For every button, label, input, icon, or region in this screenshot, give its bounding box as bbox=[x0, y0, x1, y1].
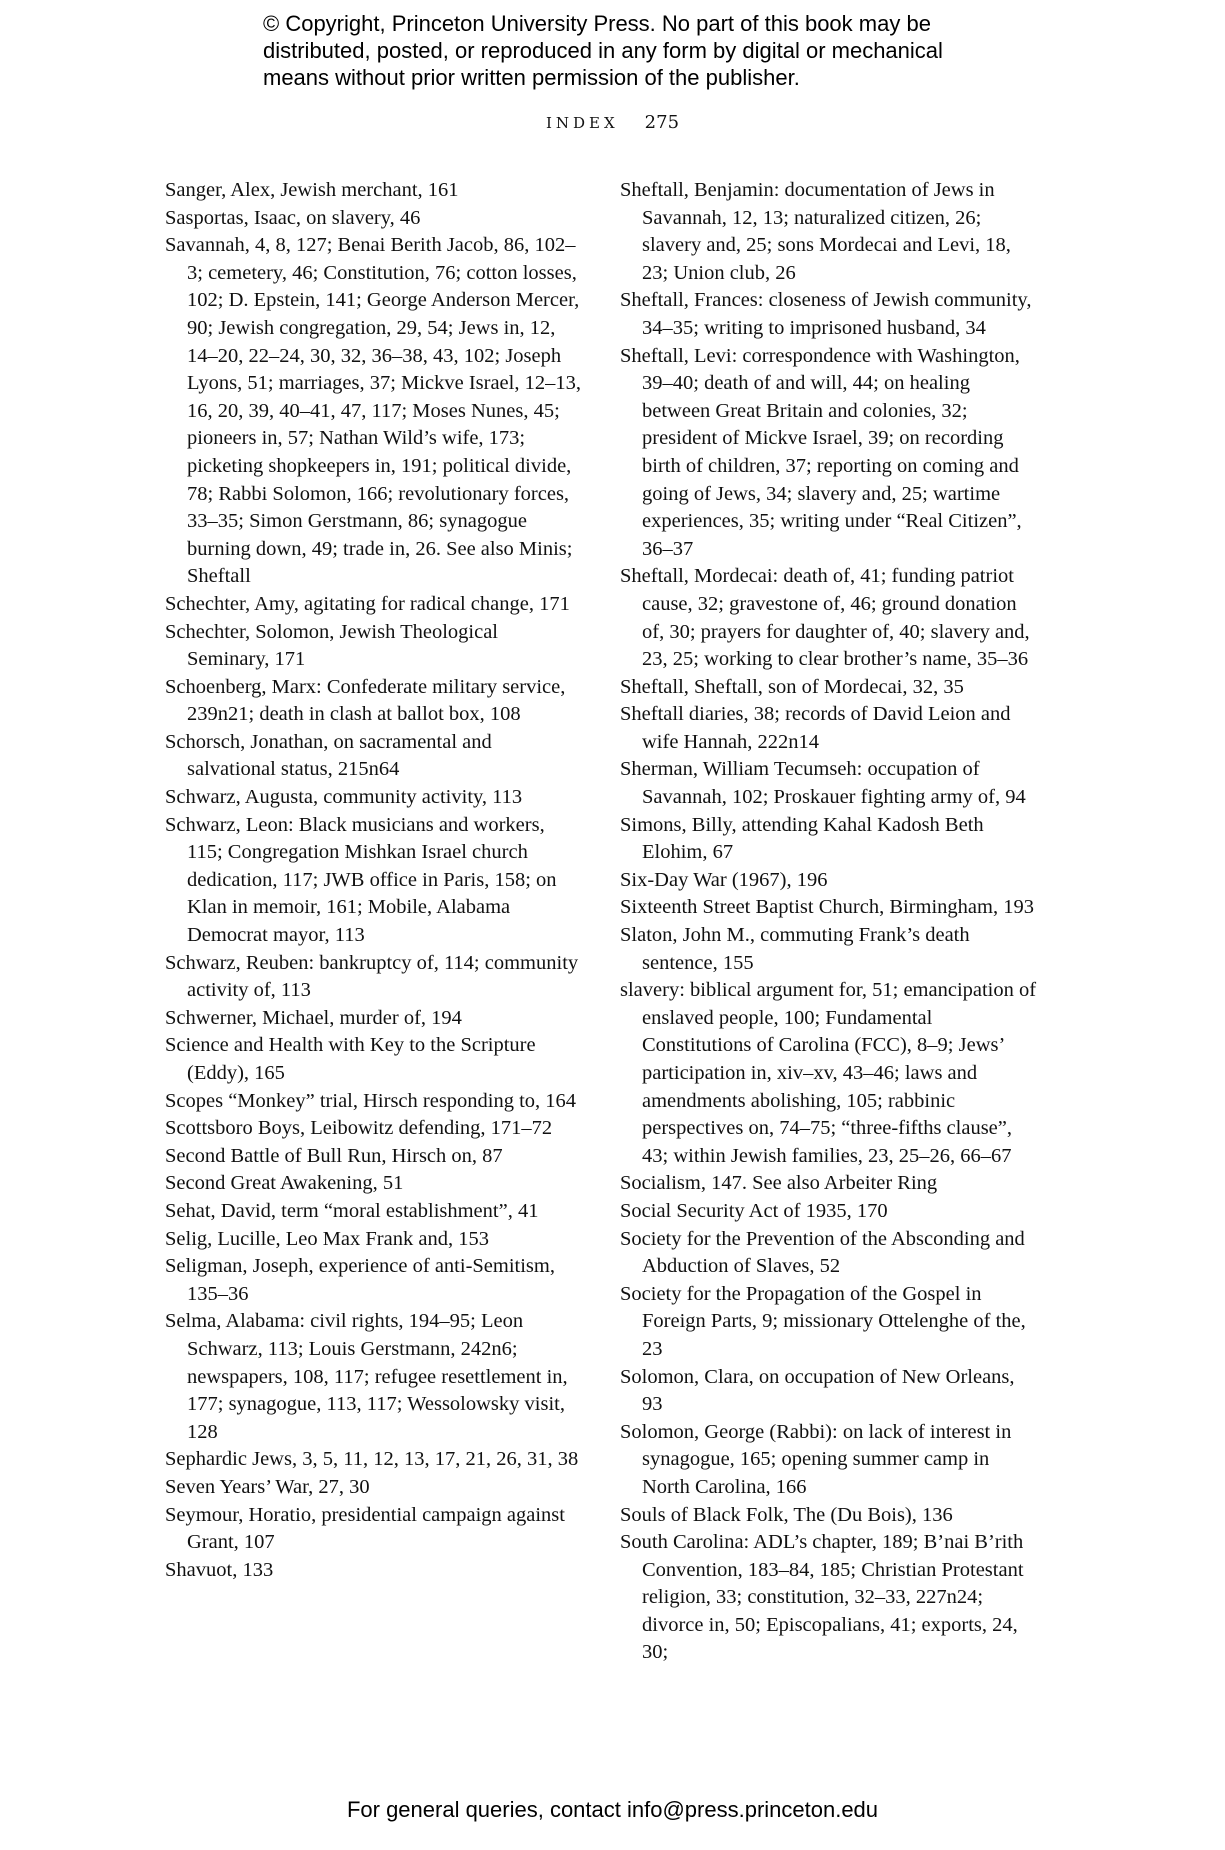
index-entry: Schwerner, Michael, murder of, 194 bbox=[165, 1006, 462, 1029]
index-entry: Schechter, Amy, agitating for radical change, 171 bbox=[165, 592, 570, 615]
index-entry: Sheftall, Mordecai: death of, 41; funding patriot cause, 32; gravestone of, 46; ground donation of, 30; prayers for daughter of, 40; slavery and, 23, 25; working to clear brother’s name, 35–36 bbox=[620, 565, 1030, 671]
running-head bbox=[0, 112, 1225, 133]
index-entry: Sephardic Jews, 3, 5, 11, 12, 13, 17, 21, 26, 31, 38 bbox=[165, 1448, 579, 1471]
index-entry: Sheftall, Sheftall, son of Mordecai, 32, 35 bbox=[620, 675, 964, 698]
index-entry: Sheftall, Levi: correspondence with Washington, 39–40; death of and will, 44; on healing between Great Britain and colonies, 32; president of Mickve Israel, 39; on recording birth of children, 37; reporting on coming and going of Jews, 34; slavery and, 25; wartime experiences, 35; writing under “Real Citizen”, 36–37 bbox=[620, 344, 1022, 560]
index-entry: Scopes “Monkey” trial, Hirsch responding to, 164 bbox=[165, 1089, 577, 1112]
index-entry: Socialism, 147. See also Arbeiter Ring bbox=[620, 1172, 938, 1195]
footer-contact: For general queries, contact info@press.princeton.edu bbox=[346, 1797, 879, 1822]
index-entry: Schwarz, Leon: Black musicians and workers, 115; Congregation Mishkan Israel church dedication, 117; JWB office in Paris, 158; on Klan in memoir, 161; Mobile, Alabama Democrat mayor, 113 bbox=[165, 813, 557, 947]
index-entry: Selma, Alabama: civil rights, 194–95; Leon Schwarz, 113; Louis Gerstmann, 242n6; newspapers, 108, 117; refugee resettlement in, 177; synagogue, 113, 117; Wessolowsky visit, 128 bbox=[165, 1310, 568, 1443]
index-entry: Schwarz, Reuben: bankruptcy of, 114; community activity of, 113 bbox=[165, 951, 579, 1002]
index-entry: Schoenberg, Marx: Confederate military service, 239n21; death in clash at ballot box, 108 bbox=[165, 675, 566, 726]
index-entry: Sixteenth Street Baptist Church, Birmingham, 193 bbox=[620, 896, 1034, 919]
index-entry: Schorsch, Jonathan, on sacramental and salvational status, 215n64 bbox=[165, 730, 492, 781]
index-entry: Society for the Prevention of the Absconding and Abduction of Slaves, 52 bbox=[620, 1227, 1025, 1278]
index-entry: Sehat, David, term “moral establishment”, 41 bbox=[165, 1199, 539, 1222]
index-entry: Solomon, George (Rabbi): on lack of interest in synagogue, 165; opening summer camp in North Carolina, 166 bbox=[620, 1420, 1012, 1498]
index-entry: South Carolina: ADL’s chapter, 189; B’nai B’rith Convention, 183–84, 185; Christian Protestant religion, 33; constitution, 32–33, 227n24; divorce in, 50; Episcopalians, 41; exports, 24, 30; bbox=[620, 1531, 1024, 1664]
index-entry: Second Battle of Bull Run, Hirsch on, 87 bbox=[165, 1144, 503, 1167]
index-entry: Sanger, Alex, Jewish merchant, 161 bbox=[165, 179, 459, 201]
index-entry: Sasportas, Isaac, on slavery, 46 bbox=[165, 206, 421, 229]
copyright-line-1: © Copyright, Princeton University Press. No part of this book may be bbox=[263, 11, 931, 36]
index-entry: Scottsboro Boys, Leibowitz defending, 171–72 bbox=[165, 1117, 553, 1140]
index-entry: Seligman, Joseph, experience of anti-Semitism, 135–36 bbox=[165, 1255, 555, 1305]
index-column-left bbox=[165, 177, 585, 1584]
index-entry: Sheftall, Benjamin: documentation of Jews in Savannah, 12, 13; naturalized citizen, 26; slavery and, 25; sons Mordecai and Levi, 18, 23; Union club, 26 bbox=[620, 179, 1011, 284]
index-entry: Sherman, William Tecumseh: occupation of Savannah, 102; Proskauer fighting army of, 94 bbox=[620, 758, 1026, 809]
index-entry: Science and Health with Key to the Scripture (Eddy), 165 bbox=[165, 1034, 536, 1084]
index-entry: Sheftall, Frances: closeness of Jewish community, 34–35; writing to imprisoned husband, 34 bbox=[620, 289, 1032, 339]
index-entry: Slaton, John M., commuting Frank’s death sentence, 155 bbox=[620, 924, 970, 974]
index-entry: slavery: biblical argument for, 51; emancipation of enslaved people, 100; Fundamental Constitutions of Carolina (FCC), 8–9; Jews’ participation in, xiv–xv, 43–46; laws and amendments abolishing, 105; rabbinic perspectives on, 74–75; “three-fifths clause”, 43; within Jewish families, 23, 25–26, 66–67 bbox=[620, 979, 1037, 1167]
index-entry: Six-Day War (1967), 196 bbox=[620, 868, 828, 891]
index-entry: Social Security Act of 1935, 170 bbox=[620, 1199, 888, 1222]
index-entry: Seven Years’ War, 27, 30 bbox=[165, 1475, 370, 1498]
index-entry: Schwarz, Augusta, community activity, 113 bbox=[165, 786, 523, 809]
index-entry: Schechter, Solomon, Jewish Theological Seminary, 171 bbox=[165, 620, 499, 671]
copyright-line-2: distributed, posted, or reproduced in any form by digital or mechanical bbox=[263, 38, 943, 63]
index-entry: Sheftall diaries, 38; records of David Leion and wife Hannah, 222n14 bbox=[620, 703, 1011, 753]
index-column-right bbox=[620, 177, 1038, 1667]
copyright-line-3: means without prior written permission of the publisher. bbox=[263, 65, 800, 90]
index-entry: Souls of Black Folk, The (Du Bois), 136 bbox=[620, 1503, 953, 1526]
index-entry: Savannah, 4, 8, 127; Benai Berith Jacob, 86, 102–3; cemetery, 46; Constitution, 76; cotton losses, 102; D. Epstein, 141; George Anderson Mercer, 90; Jewish congregation, 29, 54; Jews in, 12, 14–20, 22–24, 30, 32, 36–38, 43, 102; Joseph Lyons, 51; marriages, 37; Mickve Israel, 12–13, 16, 20, 39, 40–41, 47, 117; Moses Nunes, 45; pioneers in, 57; Nathan Wild’s wife, 173; picketing shopkeepers in, 191; political divide, 78; Rabbi Solomon, 166; revolutionary forces, 33–35; Simon Gerstmann, 86; synagogue burning down, 49; trade in, 26. See also Minis; Sheftall bbox=[165, 234, 581, 588]
index-entry: Second Great Awakening, 51 bbox=[165, 1172, 404, 1195]
index-entry: Shavuot, 133 bbox=[165, 1558, 274, 1581]
page-number: 275 bbox=[644, 112, 680, 133]
index-entry: Solomon, Clara, on occupation of New Orleans, 93 bbox=[620, 1365, 1015, 1416]
index-entry: Simons, Billy, attending Kahal Kadosh Beth Elohim, 67 bbox=[620, 813, 984, 864]
index-entry: Society for the Propagation of the Gospel in Foreign Parts, 9; missionary Ottelenghe of the, 23 bbox=[620, 1282, 1026, 1360]
copyright-notice bbox=[263, 10, 1023, 91]
section-label: INDEX bbox=[545, 114, 619, 132]
index-entry: Selig, Lucille, Leo Max Frank and, 153 bbox=[165, 1227, 489, 1250]
index-entry: Seymour, Horatio, presidential campaign against Grant, 107 bbox=[165, 1503, 565, 1554]
